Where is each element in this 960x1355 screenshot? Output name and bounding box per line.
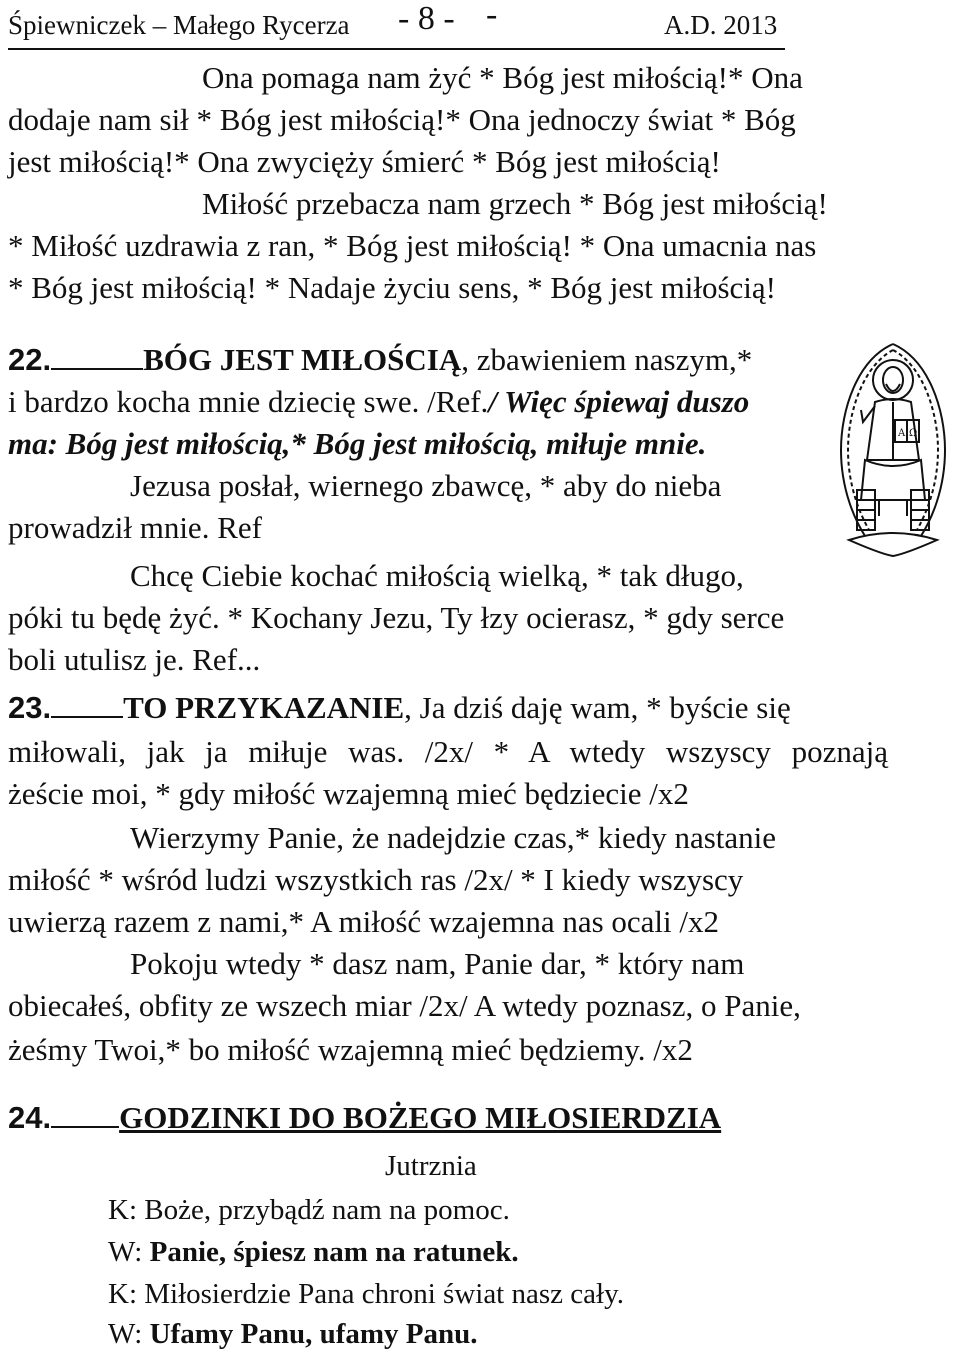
dialogue-line — [108, 1274, 624, 1314]
text-line: Ona pomaga nam żyć * Bóg jest miłością!* Ona — [202, 60, 803, 95]
omega-letter: Ω — [909, 428, 918, 439]
speaker-label: W: — [108, 1318, 143, 1350]
text-line: żeśmy Twoi,* bo miłość wzajemną mieć będziemy. /x2 — [8, 1032, 693, 1067]
page-number: - 8 - — [398, 0, 455, 37]
dialogue-text: Miłosierdzie Pana chroni świat nasz cały. — [144, 1278, 624, 1310]
dialogue-text: Ufamy Panu, ufamy Panu. — [149, 1318, 478, 1350]
text-line: Pokoju wtedy * dasz nam, Panie dar, * który nam — [130, 946, 745, 981]
song-title: BÓG JEST MIŁOŚCIĄ — [143, 342, 462, 377]
text-line: dodaje nam sił * Bóg jest miłością!* Ona jednoczy świat * Bóg — [8, 102, 796, 137]
dialogue-text: Boże, przybądź nam na pomoc. — [144, 1194, 510, 1226]
song-number: 22. — [8, 342, 52, 377]
text-line: Miłość przebacza nam grzech * Bóg jest miłością! — [202, 186, 828, 221]
song-heading — [8, 688, 791, 728]
text-line: Wierzymy Panie, że nadejdzie czas,* kiedy nastanie — [130, 820, 777, 855]
underline-gap — [51, 344, 143, 370]
text-line: póki tu będę żyć. * Kochany Jezu, Ty łzy ocierasz, * gdy serce — [8, 600, 785, 635]
alpha-letter: A — [898, 428, 906, 439]
christ-pantocrator-icon — [835, 340, 951, 558]
speaker-label: K: — [108, 1278, 137, 1310]
underline-gap — [51, 692, 123, 718]
text-line — [8, 382, 749, 422]
text-line: prowadził mnie. Ref — [8, 510, 262, 545]
text-line: Jezusa posłał, wiernego zbawcę, * aby do nieba — [130, 468, 722, 503]
text-line: uwierzą razem z nami,* A miłość wzajemna nas ocali /x2 — [8, 904, 720, 939]
speaker-label: W: — [108, 1236, 143, 1268]
refrain-text: ma: Bóg jest miłością,* Bóg jest miłością, miłuje mnie. — [8, 426, 707, 461]
text-fragment: i bardzo kocha mnie dziecię swe. /Ref. — [8, 384, 489, 419]
dialogue-text: Panie, śpiesz nam na ratunek. — [149, 1236, 519, 1268]
text-line: obiecałeś, obfity ze wszech miar /2x/ A wtedy poznasz, o Panie, — [8, 988, 801, 1023]
refrain-text: / Więc śpiewaj duszo — [488, 384, 750, 419]
text-line: Chcę Ciebie kochać miłością wielką, * tak długo, — [130, 558, 744, 593]
text-line: jest miłością!* Ona zwycięży śmierć * Bóg jest miłością! — [8, 144, 721, 179]
text-line — [8, 732, 888, 772]
text-fragment: , zbawieniem naszym,* — [461, 342, 753, 377]
song-number: 23. — [8, 690, 52, 725]
hour-subtitle: Jutrznia — [385, 1150, 477, 1182]
song-title: TO PRZYKAZANIE — [123, 690, 405, 725]
song-heading — [8, 340, 752, 380]
song-heading — [8, 1098, 731, 1138]
text-line: żeście moi, * gdy miłość wzajemną mieć będziecie /x2 — [8, 776, 689, 811]
dialogue-line — [108, 1190, 510, 1230]
header-dash: - — [486, 0, 498, 33]
text-fragment: miłowali, jak ja miłuje was. /2x/ * A wtedy wszyscy poznają — [8, 734, 888, 769]
text-line: boli utulisz je. Ref... — [8, 642, 261, 677]
songbook-title: Śpiewniczek – Małego Rycerza — [8, 10, 350, 40]
text-line: miłość * wśród ludzi wszystkich ras /2x/ * I kiedy wszyscy — [8, 862, 744, 897]
text-fragment: , Ja dziś daję wam, * byście się — [404, 690, 791, 725]
text-line: * Bóg jest miłością! * Nadaje życiu sens, * Bóg jest miłością! — [8, 270, 776, 305]
header-date: A.D. 2013 — [664, 10, 778, 40]
dialogue-line — [108, 1314, 478, 1354]
song-title: GODZINKI DO BOŻEGO MIŁOSIERDZIA — [119, 1100, 722, 1135]
text-line: * Miłość uzdrawia z ran, * Bóg jest miłością! * Ona umacnia nas — [8, 228, 817, 263]
dialogue-line — [108, 1232, 519, 1272]
header-rule — [8, 48, 785, 50]
speaker-label: K: — [108, 1194, 137, 1226]
song-number: 24. — [8, 1100, 52, 1135]
underline-gap — [51, 1102, 119, 1128]
